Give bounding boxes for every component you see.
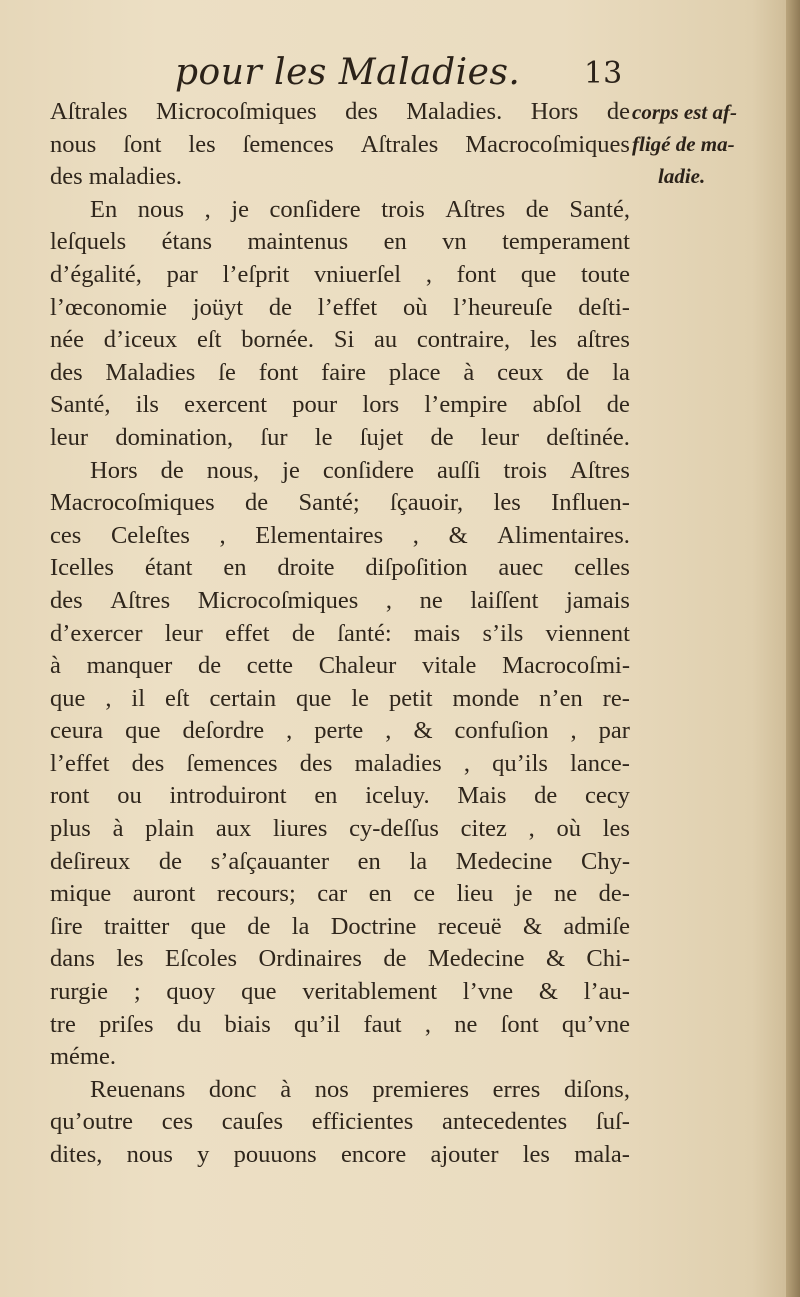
text-line: à manquer de cette Chaleur vitale Macrocoſmi- <box>50 652 630 680</box>
page-number: 13 <box>584 56 623 91</box>
text-line: mique auront recours; car en ce lieu je ne de- <box>50 880 630 908</box>
text-line: leſquels étans maintenus en vn temperament <box>50 228 630 256</box>
margin-note-line: ladie. <box>658 164 706 188</box>
text-line: leur domination, ſur le ſujet de leur deſtinée. <box>50 423 630 451</box>
text-line: que , il eſt certain que le petit monde n’en re- <box>50 684 630 712</box>
text-line: En nous , je conſidere trois Aſtres de Santé, <box>90 195 630 223</box>
text-line: l’œconomie joüyt de l’effet où l’heureuſe deſti- <box>50 293 630 321</box>
text-line: Aſtrales Microcoſmiques des Maladies. Hors de <box>50 98 630 125</box>
text-line: ront ou introduiront en iceluy. Mais de cecy <box>50 782 630 810</box>
margin-note-line: fligé de ma- <box>632 132 735 156</box>
text-line: née d’iceux eſt bornée. Si au contraire, les aſtres <box>50 326 630 354</box>
text-line: ceura que deſordre , perte , & confuſion , par <box>50 717 630 745</box>
text-line: qu’outre ces cauſes efficientes antecedentes ſuſ- <box>50 1108 630 1136</box>
text-line: ces Celeſtes , Elementaires , & Alimentaires. <box>50 521 630 549</box>
running-head: pour les Maladies. <box>175 52 521 93</box>
text-line: Hors de nous, je conſidere auſſi trois Aſtres <box>90 456 630 484</box>
text-line: l’effet des ſemences des maladies , qu’ils lance- <box>50 749 630 777</box>
text-line: rurgie ; quoy que veritablement l’vne & l’au- <box>50 978 630 1006</box>
text-line: dites, nous y pouuons encore ajouter les mala- <box>50 1141 630 1168</box>
text-line: deſireux de s’aſçauanter en la Medecine Chy- <box>50 847 630 875</box>
margin-note-line: corps est af- <box>632 100 737 124</box>
text-line: des maladies. <box>50 163 182 191</box>
text-line: Santé, ils exercent pour lors l’empire abſol de <box>50 391 630 419</box>
text-line: d’exercer leur effet de ſanté: mais s’ils viennent <box>50 619 630 647</box>
text-line: méme. <box>50 1043 116 1071</box>
page-edge <box>786 0 800 1297</box>
body-text <box>50 96 630 1172</box>
text-line: d’égalité, par l’eſprit vniuerſel , font que toute <box>50 260 630 288</box>
text-line: ſire traitter que de la Doctrine receuë & admiſe <box>50 912 630 940</box>
text-line: dans les Eſcoles Ordinaires de Medecine & Chi- <box>50 945 630 973</box>
page-header <box>0 52 800 102</box>
margin-note <box>632 96 782 192</box>
text-line: des Maladies ſe font faire place à ceux de la <box>50 358 630 386</box>
text-line: des Aſtres Microcoſmiques , ne laiſſent jamais <box>50 586 630 614</box>
text-line: tre priſes du biais qu’il faut , ne ſont qu’vne <box>50 1010 630 1038</box>
text-line: nous ſont les ſemences Aſtrales Macrocoſmiques <box>50 130 630 158</box>
text-line: Macrocoſmiques de Santé; ſçauoir, les Influen- <box>50 489 630 517</box>
text-line: plus à plain aux liures cy-deſſus citez , où les <box>50 815 630 843</box>
text-line: Reuenans donc à nos premieres erres diſons, <box>90 1075 630 1103</box>
text-line: Icelles étant en droite diſpoſition auec celles <box>50 554 630 582</box>
